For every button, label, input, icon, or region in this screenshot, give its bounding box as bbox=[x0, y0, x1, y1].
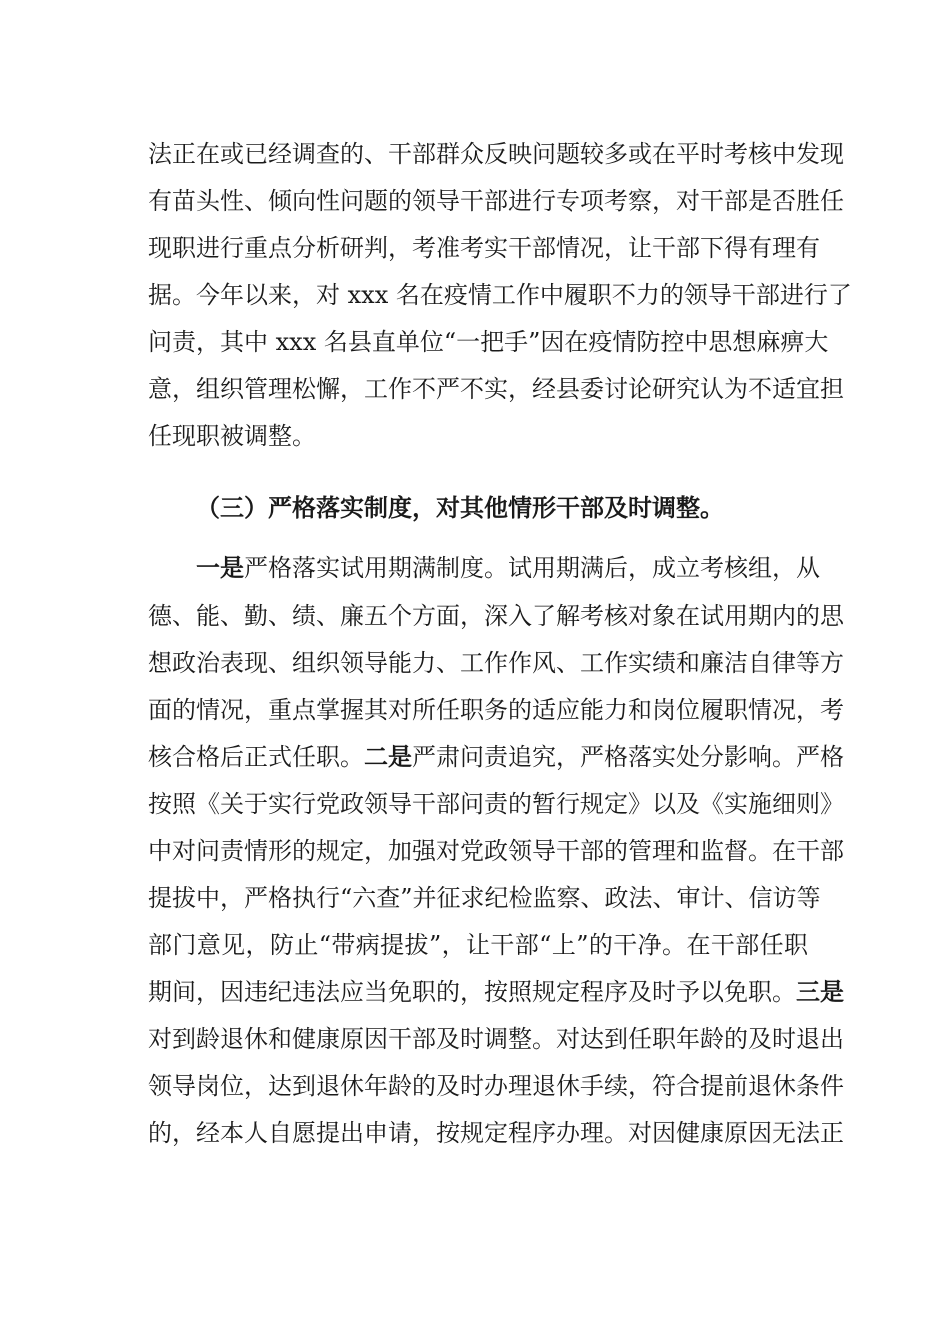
paragraph-line: 想政治表现、组织领导能力、工作作风、工作实绩和廉洁自律等方 bbox=[148, 649, 844, 677]
paragraph-line: 据。今年以来，对 xxx 名在疫情工作中履职不力的领导干部进行了 bbox=[148, 281, 852, 309]
paragraph-line bbox=[148, 972, 844, 1012]
paragraph-text: 严格落实试用期满制度。试用期满后，成立考核组，从 bbox=[244, 554, 820, 582]
paragraph-text: 核合格后正式任职。 bbox=[148, 743, 364, 771]
paragraph-line: 的，经本人自愿提出申请，按规定程序办理。对因健康原因无法正 bbox=[148, 1119, 844, 1147]
emphasis-label: 三是 bbox=[796, 977, 844, 1006]
paragraph-line: 法正在或已经调查的、干部群众反映问题较多或在平时考核中发现 bbox=[148, 140, 844, 168]
paragraph-line: 领导岗位，达到退休年龄的及时办理退休手续，符合提前退休条件 bbox=[148, 1072, 844, 1100]
paragraph-line bbox=[196, 548, 820, 588]
section-heading: （三）严格落实制度，对其他情形干部及时调整。 bbox=[196, 493, 724, 522]
paragraph-line: 面的情况，重点掌握其对所任职务的适应能力和岗位履职情况，考 bbox=[148, 696, 844, 724]
paragraph-line: 问责，其中 xxx 名县直单位“一把手”因在疫情防控中思想麻痹大 bbox=[148, 328, 829, 356]
paragraph-text: 严肃问责追究，严格落实处分影响。严格 bbox=[412, 743, 844, 771]
paragraph-line: 提拔中，严格执行“六查”并征求纪检监察、政法、审计、信访等 bbox=[148, 884, 821, 912]
paragraph-line: 对到龄退休和健康原因干部及时调整。对达到任职年龄的及时退出 bbox=[148, 1025, 844, 1053]
paragraph-line: 现职进行重点分析研判，考准考实干部情况，让干部下得有理有 bbox=[148, 234, 820, 262]
paragraph-line: 任现职被调整。 bbox=[148, 422, 316, 450]
paragraph-text: 期间，因违纪违法应当免职的，按照规定程序及时予以免职。 bbox=[148, 978, 796, 1006]
paragraph-line: 德、能、勤、绩、廉五个方面，深入了解考核对象在试用期内的思 bbox=[148, 602, 844, 630]
paragraph-line bbox=[148, 737, 844, 777]
emphasis-label: 一是 bbox=[196, 553, 244, 582]
emphasis-label: 二是 bbox=[364, 742, 412, 771]
paragraph-line: 按照《关于实行党政领导干部问责的暂行规定》以及《实施细则》 bbox=[148, 790, 844, 818]
paragraph-line: 有苗头性、倾向性问题的领导干部进行专项考察，对干部是否胜任 bbox=[148, 187, 844, 215]
paragraph-line: 部门意见，防止“带病提拔”，让干部“上”的干净。在干部任职 bbox=[148, 931, 808, 959]
paragraph-line: 意，组织管理松懈，工作不严不实，经县委讨论研究认为不适宜担 bbox=[148, 375, 844, 403]
paragraph-line: 中对问责情形的规定，加强对党政领导干部的管理和监督。在干部 bbox=[148, 837, 844, 865]
